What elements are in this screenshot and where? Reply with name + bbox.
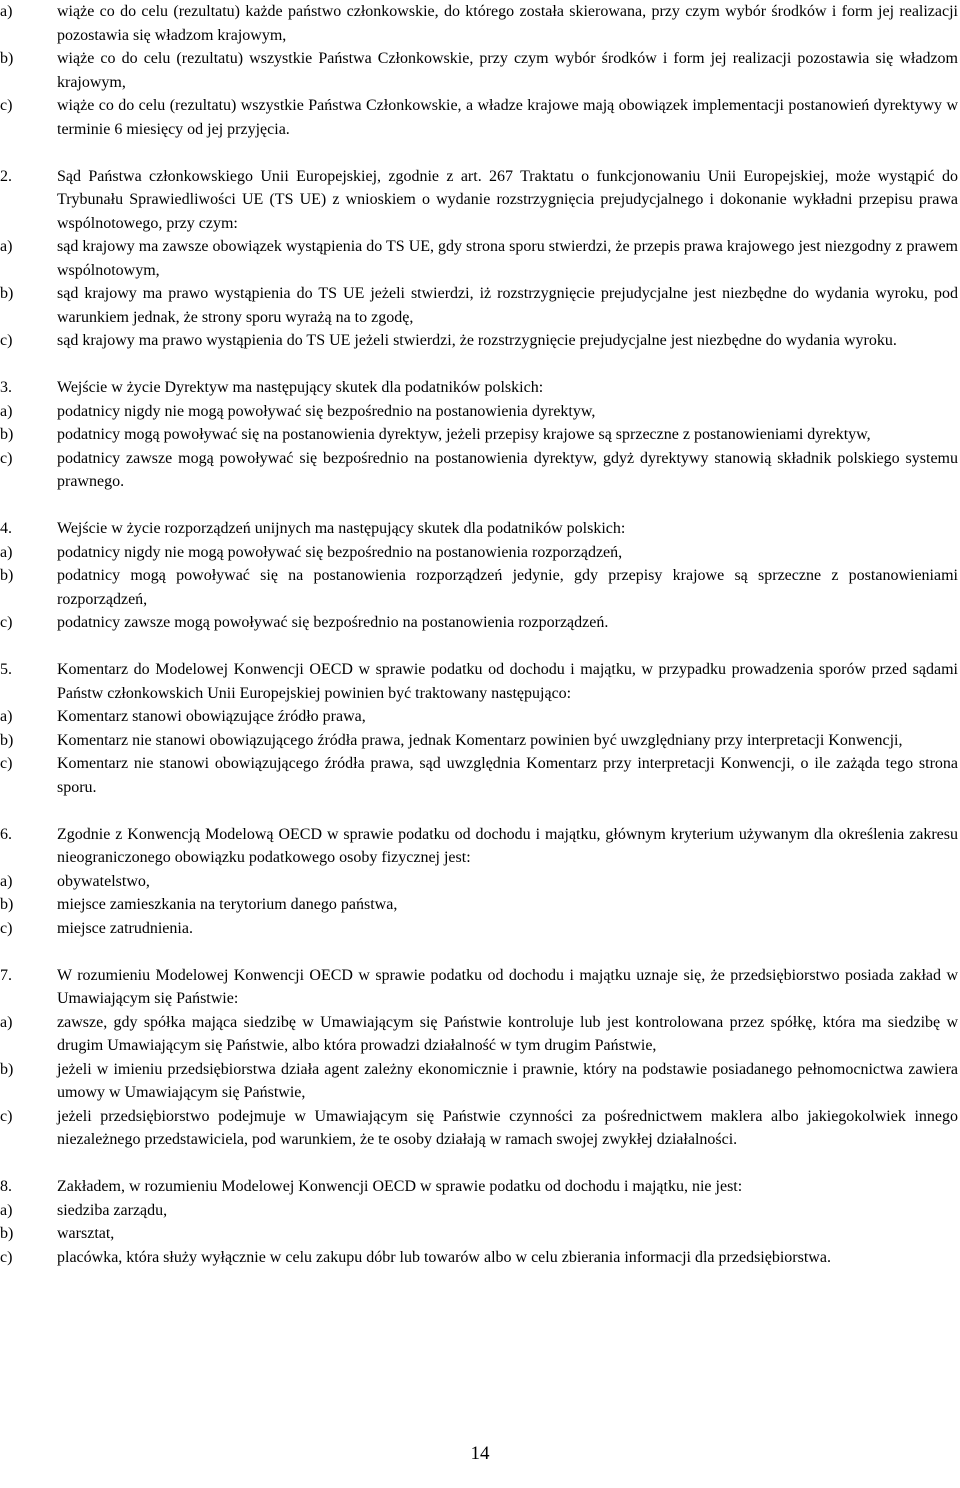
question-stem [0,1175,958,1199]
answer-text: miejsce zamieszkania na terytorium danego państwa, [57,896,398,913]
question-stem [0,376,958,400]
answer-text: wiąże co do celu (rezultatu) wszystkie Państwa Członkowskie, przy czym wybór środków i form jej realizacji pozostawia się władzom krajowym, [57,50,958,91]
answer-label: a) [0,543,13,561]
answer-option [0,1199,958,1223]
answer-label: c) [0,1107,13,1125]
answer-text: podatnicy mogą powoływać się na postanowienia dyrektyw, jeżeli przepisy krajowe są sprzeczne z postanowieniami dyrektyw, [57,426,871,443]
answer-label: a) [0,402,13,420]
answer-text: sąd krajowy ma prawo wystąpienia do TS UE jeżeli stwierdzi, iż rozstrzygnięcie prejudycjalne jest niezbędne do wydania wyroku, pod warunkiem jednak, że strony sporu wyrażą na to zgodę, [57,285,958,326]
question-text: Zgodnie z Konwencją Modelową OECD w sprawie podatku od dochodu i majątku, głównym kryterium używanym dla określenia zakresu nieograniczonego obowiązku podatkowego osoby fizycznej jest: [57,825,958,866]
answer-text: podatnicy zawsze mogą powoływać się bezpośrednio na postanowienia dyrektyw, gdyż dyrektywy stanowią składnik polskiego systemu prawnego. [57,449,958,490]
answer-option [0,0,958,47]
answer-label: b) [0,1060,14,1078]
question-number: 6. [0,825,12,843]
answer-label: b) [0,50,14,67]
answer-option [0,1246,958,1270]
answer-label: b) [0,285,14,302]
answer-text: zawsze, gdy spółka mająca siedzibę w Umawiającym się Państwie kontroluje lub jest kontrolowana przez spółkę, która ma siedzibę w drugim Umawiającym się Państwie, albo która prowadzi działalność w tym drugim Państwie, [57,1013,958,1054]
answer-option [0,447,958,494]
question-6 [0,823,958,941]
answer-label: a) [0,1201,13,1219]
question-number: 3. [0,379,12,396]
answer-text: sąd krajowy ma zawsze obowiązek wystąpienia do TS UE, gdy strona sporu stwierdzi, że przepis prawa krajowego jest niezgodny z prawem wspólnotowym, [57,238,958,279]
answer-text: wiąże co do celu (rezultatu) każde państwo członkowskie, do którego została skierowana, przy czym wybór środków i form jej realizacji pozostawia się władzom krajowym, [57,3,958,44]
answer-label: c) [0,449,13,467]
answer-option [0,705,958,729]
question-stem [0,964,958,1011]
answer-option [0,917,958,941]
answer-label: b) [0,731,14,749]
question-7 [0,964,958,1152]
answer-option [0,1058,958,1105]
answer-text: Komentarz nie stanowi obowiązującego źródła prawa, sąd uwzględnia Komentarz przy interpretacji Konwencji, o ile zażąda tego strona sporu. [57,755,958,796]
answer-label: b) [0,1225,14,1242]
answer-text: siedziba zarządu, [57,1201,168,1219]
answer-label: b) [0,896,14,913]
answer-label: b) [0,426,14,443]
answer-text: Komentarz nie stanowi obowiązującego źródła prawa, jednak Komentarz powinien być uwzględniany przy interpretacji Konwencji, [57,731,903,749]
question-3 [0,376,958,494]
answer-option [0,400,958,424]
answer-label: a) [0,708,13,725]
answer-option [0,541,958,565]
question-number: 4. [0,520,12,537]
answer-label: a) [0,872,13,890]
answer-text: jeżeli przedsiębiorstwo podejmuje w Umawiającym się Państwie czynności za pośrednictwem maklera albo jakiegokolwiek innego niezależnego przedstawiciela, pod warunkiem, że te osoby działają w ramach swojej zwykłej działalności. [57,1107,958,1148]
answer-text: podatnicy mogą powoływać się na postanowienia rozporządzeń jedynie, gdy przepisy krajowe są sprzeczne z postanowieniami rozporządzeń, [57,567,958,608]
answer-option [0,423,958,447]
question-2 [0,165,958,353]
answer-option [0,870,958,894]
answer-text: podatnicy nigdy nie mogą powoływać się bezpośrednio na postanowienia rozporządzeń, [57,543,623,561]
answer-label: a) [0,1013,13,1031]
question-text: W rozumieniu Modelowej Konwencji OECD w sprawie podatku od dochodu i majątku uznaje się, że przedsiębiorstwo posiada zakład w Umawiającym się Państwie: [57,966,958,1007]
question-text: Sąd Państwa członkowskiego Unii Europejskiej, zgodnie z art. 267 Traktatu o funkcjonowaniu Unii Europejskiej, może wystąpić do Trybunału Sprawiedliwości UE (TS UE) z wnioskiem o wydanie rozstrzygnięcia prejudycjalnego i dokonanie wykładni przepisu prawa wspólnotowego, przy czym: [57,167,958,232]
answer-text: placówka, która służy wyłącznie w celu zakupu dóbr lub towarów albo w celu zbierania informacji dla przedsiębiorstwa. [57,1248,831,1266]
answer-label: b) [0,567,14,584]
answer-label: c) [0,614,13,631]
answer-label: c) [0,332,13,349]
question-number: 8. [0,1178,12,1195]
question-8 [0,1175,958,1269]
question-stem [0,517,958,541]
answer-text: sąd krajowy ma prawo wystąpienia do TS UE jeżeli stwierdzi, że rozstrzygnięcie prejudycjalne jest niezbędne do wydania wyroku. [57,332,897,349]
answer-label: c) [0,755,13,772]
question-text: Wejście w życie rozporządzeń unijnych ma następujący skutek dla podatników polskich: [57,520,626,537]
answer-text: obywatelstwo, [57,872,150,890]
answer-option [0,47,958,94]
answer-text: wiąże co do celu (rezultatu) wszystkie Państwa Członkowskie, a władze krajowe mają obowiązek implementacji postanowień dyrektywy w terminie 6 miesięcy od jej przyjęcia. [57,97,958,138]
answer-text: podatnicy zawsze mogą powoływać się bezpośrednio na postanowienia rozporządzeń. [57,614,609,631]
answer-option [0,282,958,329]
question-4 [0,517,958,635]
answer-option [0,893,958,917]
answer-text: Komentarz stanowi obowiązujące źródło prawa, [57,708,366,725]
answer-option [0,1011,958,1058]
question-stem [0,823,958,870]
answer-label: a) [0,3,13,20]
answer-label: c) [0,1248,13,1266]
answer-option [0,564,958,611]
answer-option [0,729,958,753]
question-text: Zakładem, w rozumieniu Modelowej Konwencji OECD w sprawie podatku od dochodu i majątku, nie jest: [57,1178,743,1195]
question-stem [0,658,958,705]
answer-option [0,611,958,635]
continued-answers [0,0,958,141]
answer-option [0,752,958,799]
answer-text: miejsce zatrudnienia. [57,919,193,937]
question-5 [0,658,958,799]
page-number: 14 [470,1443,490,1464]
answer-text: jeżeli w imieniu przedsiębiorstwa działa agent zależny ekonomicznie i prawnie, który na podstawie posiadanego pełnomocnictwa zawiera umowy w Umawiającym się Państwie, [57,1060,958,1101]
answer-option [0,329,958,353]
question-number: 7. [0,966,12,984]
question-text: Wejście w życie Dyrektyw ma następujący skutek dla podatników polskich: [57,379,544,396]
question-number: 2. [0,167,12,185]
answer-label: c) [0,97,13,114]
answer-text: warsztat, [57,1225,115,1242]
answer-option [0,1105,958,1152]
answer-label: c) [0,919,13,937]
answer-option [0,1222,958,1246]
answer-label: a) [0,238,13,255]
question-number: 5. [0,661,12,678]
answer-text: podatnicy nigdy nie mogą powoływać się bezpośrednio na postanowienia dyrektyw, [57,402,596,420]
question-text: Komentarz do Modelowej Konwencji OECD w sprawie podatku od dochodu i majątku, w przypadku prowadzenia sporów przed sądami Państw członkowskich Unii Europejskiej powinien być traktowany następująco: [57,661,958,702]
answer-option [0,235,958,282]
question-stem [0,165,958,236]
answer-option [0,94,958,141]
